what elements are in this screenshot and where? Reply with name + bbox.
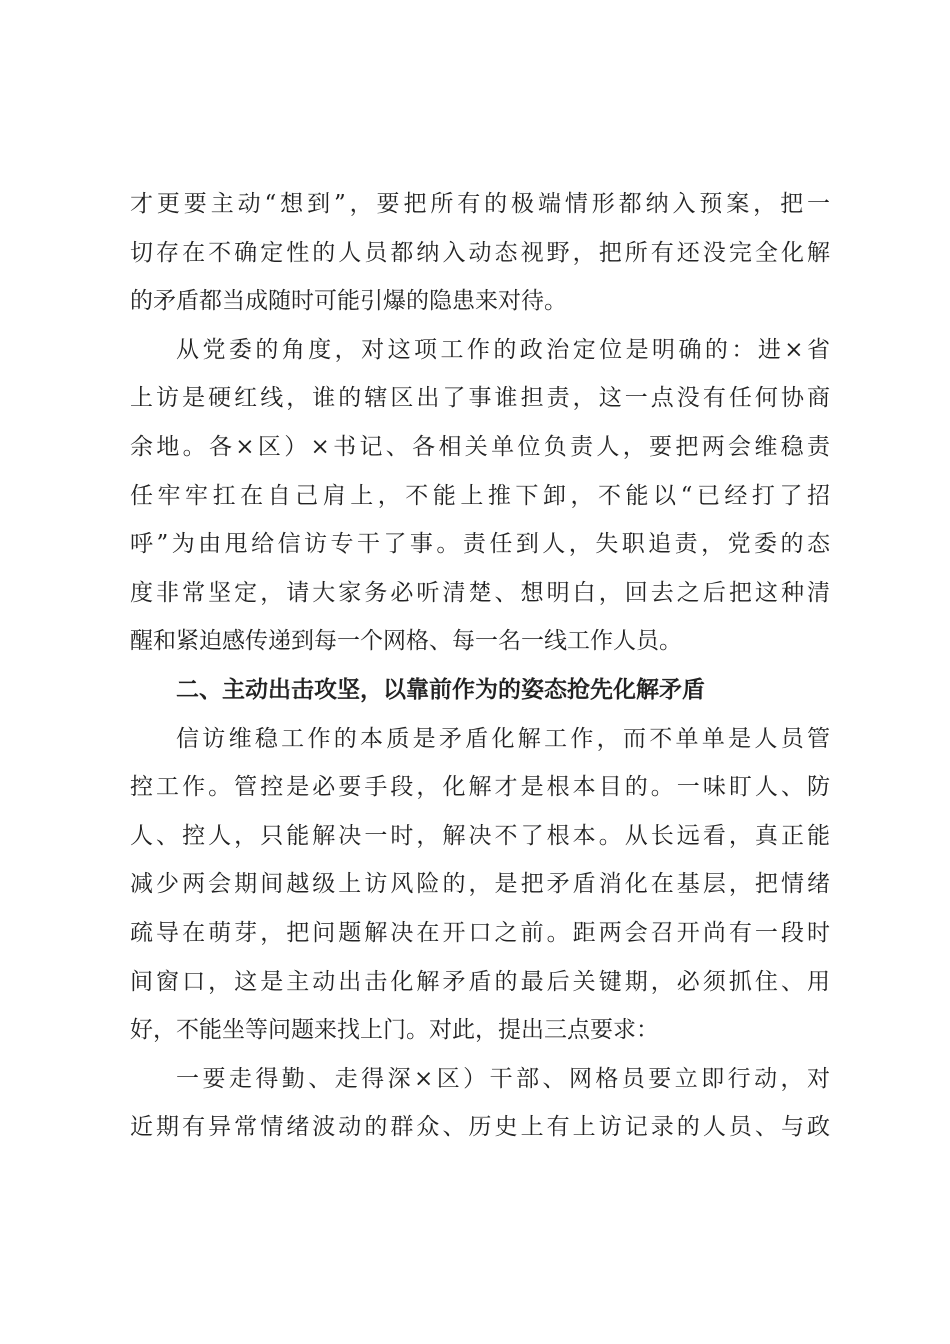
paragraph-2-line-4: 任牢牢扛在自己肩上，不能上推下卸，不能以“已经打了招 [130,482,830,509]
paragraph-1-line-2: 切存在不确定性的人员都纳入动态视野，把所有还没完全化解 [130,239,830,266]
paragraph-4-line-1: 一要走得勤、走得深×区）干部、网格员要立即行动，对 [176,1065,830,1092]
paragraph-4-line-2: 近期有异常情绪波动的群众、历史上有上访记录的人员、与政 [130,1114,830,1141]
paragraph-3-line-5: 疏导在萌芽，把问题解决在开口之前。距两会召开尚有一段时 [130,919,830,946]
paragraph-1-line-3: 的矛盾都当成随时可能引爆的隐患来对待。 [130,288,567,315]
paragraph-3-line-2: 控工作。管控是必要手段，化解才是根本目的。一味盯人、防 [130,774,830,801]
paragraph-2-line-1: 从党委的角度，对这项工作的政治定位是明确的：进×省 [176,336,830,363]
paragraph-1-line-1: 才更要主动“想到”，要把所有的极端情形都纳入预案，把一 [130,191,830,217]
paragraph-3-line-6: 间窗口，这是主动出击化解矛盾的最后关键期，必须抓住、用 [130,968,830,995]
paragraph-2-line-6: 度非常坚定，请大家务必听清楚、想明白，回去之后把这种清 [130,579,830,606]
section-heading: 二、主动出击攻坚，以靠前作为的姿态抢先化解矛盾 [176,676,705,703]
paragraph-3-line-3: 人、控人，只能解决一时，解决不了根本。从长远看，真正能 [130,822,830,849]
paragraph-3-line-1: 信访维稳工作的本质是矛盾化解工作，而不单单是人员管 [176,725,830,752]
paragraph-2-line-2: 上访是硬红线，谁的辖区出了事谁担责，这一点没有任何协商 [130,385,830,412]
paragraph-2-line-5: 呼”为由甩给信访专干了事。责任到人，失职追责，党委的态 [130,531,830,558]
paragraph-3-line-7: 好，不能坐等问题来找上门。对此，提出三点要求： [130,1017,659,1044]
document-body [130,180,830,1152]
paragraph-2-line-3: 余地。各×区）×书记、各相关单位负责人，要把两会维稳责 [130,433,830,460]
paragraph-3-line-4: 减少两会期间越级上访风险的，是把矛盾消化在基层，把情绪 [130,871,830,898]
paragraph-2-line-7: 醒和紧迫感传递到每一个网格、每一名一线工作人员。 [130,628,682,655]
